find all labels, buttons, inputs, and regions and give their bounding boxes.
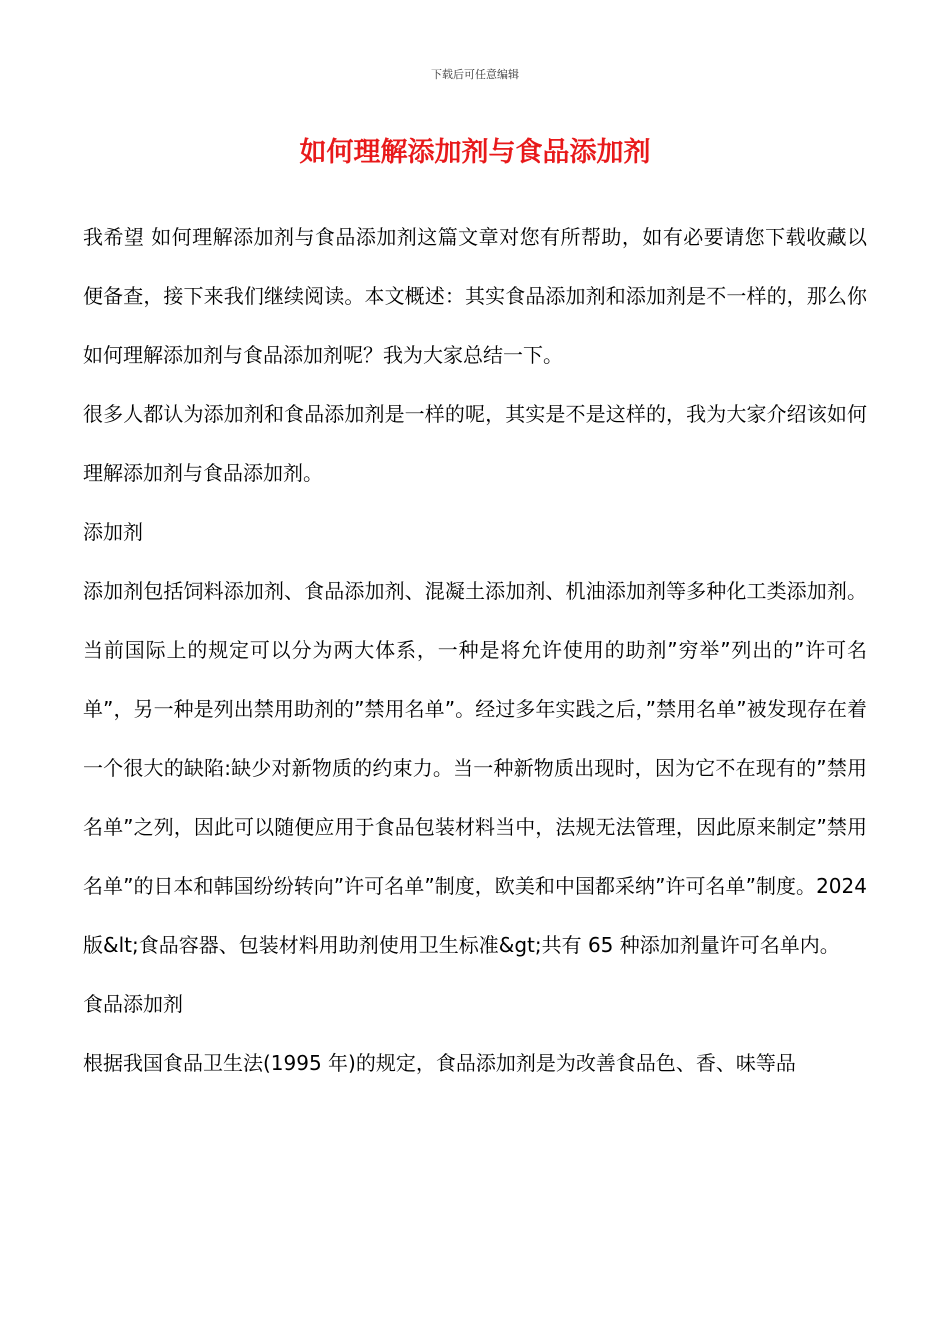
section-heading-additives: 添加剂 [83,520,143,544]
paragraph-food-additives: 根据我国食品卫生法(1995 年)的规定，食品添加剂是为改善食品色、香、味等品 [83,1051,796,1075]
page-header-note: 下载后可任意编辑 [431,68,519,81]
paragraph-intro: 我希望 如何理解添加剂与食品添加剂这篇文章对您有所帮助，如有必要请您下载收藏以便备查，接下来我们继续阅读。本文概述：其实食品添加剂和添加剂是不一样的，那么你如何理解添加剂与食品添加剂呢？我为大家总结一下。 [83,225,867,367]
document-body [83,208,867,1093]
paragraph-common-belief: 很多人都认为添加剂和食品添加剂是一样的呢，其实是不是这样的，我为大家介绍该如何理解添加剂与食品添加剂。 [83,402,867,485]
paragraph-additives: 添加剂包括饲料添加剂、食品添加剂、混凝土添加剂、机油添加剂等多种化工类添加剂。当前国际上的规定可以分为两大体系，一种是将允许使用的助剂”穷举”列出的”许可名单”，另一种是列出禁用助剂的”禁用名单”。经过多年实践之后，”禁用名单”被发现存在着一个很大的缺陷:缺少对新物质的约束力。当一种新物质出现时，因为它不在现有的”禁用名单”之列，因此可以随便应用于食品包装材料当中，法规无法管理，因此原来制定”禁用名单”的日本和韩国纷纷转向”许可名单”制度，欧美和中国都采纳”许可名单”制度。2024 版&lt;食品容器、包装材料用助剂使用卫生标准&gt;共有 65 种添加剂量许可名单内。 [83,579,867,957]
section-heading-food-additives: 食品添加剂 [83,992,183,1016]
document-title: 如何理解添加剂与食品添加剂 [299,137,651,168]
